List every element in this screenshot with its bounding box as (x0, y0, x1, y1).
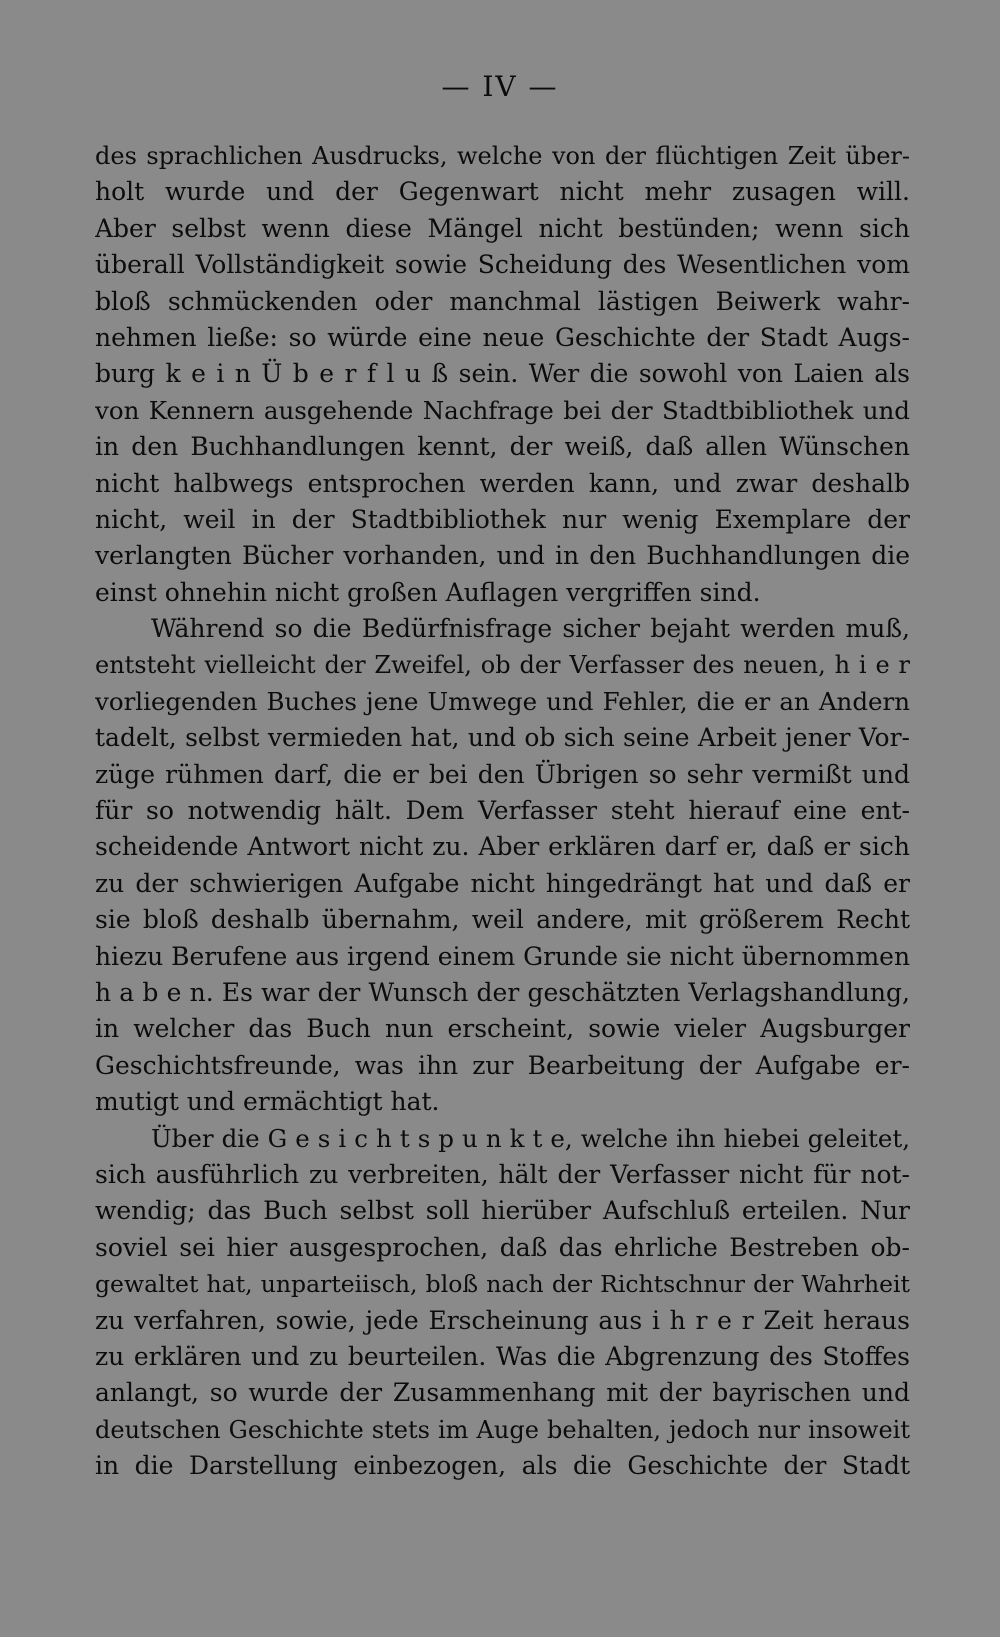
text-line: soviel sei hier ausgesprochen, daß das ehrliche Bestreben ob- (95, 1232, 910, 1262)
text-line: von Kennern ausgehende Nachfrage bei der Stadtbibliothek und (95, 395, 910, 425)
text-line: bloß schmückenden oder manchmal lästigen Beiwerk wahr- (95, 286, 910, 316)
text-line: in welcher das Buch nun erscheint, sowie vieler Augsburger (95, 1014, 910, 1044)
text-line: für so notwendig hält. Dem Verfasser steht hierauf eine ent- (95, 796, 910, 826)
text-line: des sprachlichen Ausdrucks, welche von der flüchtigen Zeit über- (95, 142, 910, 170)
text-line: gewaltet hat, unparteiisch, bloß nach der Richtschnur der Wahrheit (95, 1270, 910, 1299)
text-line: züge rühmen darf, die er bei den Übrigen so sehr vermißt und (95, 759, 910, 789)
text-line: in die Darstellung einbezogen, als die Geschichte der Stadt (95, 1451, 910, 1481)
text-line: hiezu Berufene aus irgend einem Grunde sie nicht übernommen (95, 941, 910, 971)
text-line: zu verfahren, sowie, jede Erscheinung aus i h r e r Zeit heraus (95, 1305, 910, 1335)
text-line: burg k e i n Ü b e r f l u ß sein. Wer die sowohl von Laien als (95, 359, 910, 389)
text-line: deutschen Geschichte stets im Auge behalten, jedoch nur insoweit (95, 1415, 910, 1444)
text-line: nicht halbwegs entsprochen werden kann, und zwar deshalb (95, 468, 910, 498)
text-line: überall Vollständigkeit sowie Scheidung des Wesentlichen vom (95, 250, 910, 280)
text-line: Aber selbst wenn diese Mängel nicht bestünden; wenn sich (95, 213, 910, 243)
body-text (95, 138, 910, 1484)
page-number: — IV — (441, 70, 559, 103)
text-line: zu der schwierigen Aufgabe nicht hingedrängt hat und daß er (95, 868, 910, 898)
text-line: Während so die Bedürfnisfrage sicher bejaht werden muß, (151, 614, 910, 644)
text-line: sie bloß deshalb übernahm, weil andere, mit größerem Recht (95, 905, 910, 935)
text-line: mutigt und ermächtigt hat. (95, 1087, 440, 1117)
text-line: zu erklären und zu beurteilen. Was die Abgrenzung des Stoffes (95, 1341, 910, 1371)
text-line: anlangt, so wurde der Zusammenhang mit der bayrischen und (95, 1378, 910, 1408)
text-line: nicht, weil in der Stadtbibliothek nur wenig Exemplare der (95, 504, 910, 534)
text-line: einst ohnehin nicht großen Auflagen vergriffen sind. (95, 577, 761, 607)
text-line: sich ausführlich zu verbreiten, hält der Verfasser nicht für not- (95, 1159, 910, 1189)
text-line: verlangten Bücher vorhanden, und in den Buchhandlungen die (95, 541, 910, 571)
text-line: Geschichtsfreunde, was ihn zur Bearbeitung der Aufgabe er- (95, 1050, 910, 1080)
text-line: tadelt, selbst vermieden hat, und ob sich seine Arbeit jener Vor- (95, 723, 910, 753)
text-line: Über die G e s i c h t s p u n k t e, welche ihn hiebei geleitet, (151, 1123, 910, 1153)
text-line: holt wurde und der Gegenwart nicht mehr zusagen will. (95, 177, 910, 207)
text-line: h a b e n. Es war der Wunsch der geschätzten Verlagshandlung, (95, 977, 910, 1007)
text-line: vorliegenden Buches jene Umwege und Fehler, die er an Andern (95, 686, 910, 716)
text-line: nehmen ließe: so würde eine neue Geschichte der Stadt Augs- (95, 322, 910, 352)
text-line: scheidende Antwort nicht zu. Aber erklären darf er, daß er sich (95, 832, 910, 862)
text-line: entsteht vielleicht der Zweifel, ob der Verfasser des neuen, h i e r (95, 651, 910, 680)
text-line: wendig; das Buch selbst soll hierüber Aufschluß erteilen. Nur (95, 1196, 910, 1226)
text-line: in den Buchhandlungen kennt, der weiß, daß allen Wünschen (95, 432, 910, 462)
